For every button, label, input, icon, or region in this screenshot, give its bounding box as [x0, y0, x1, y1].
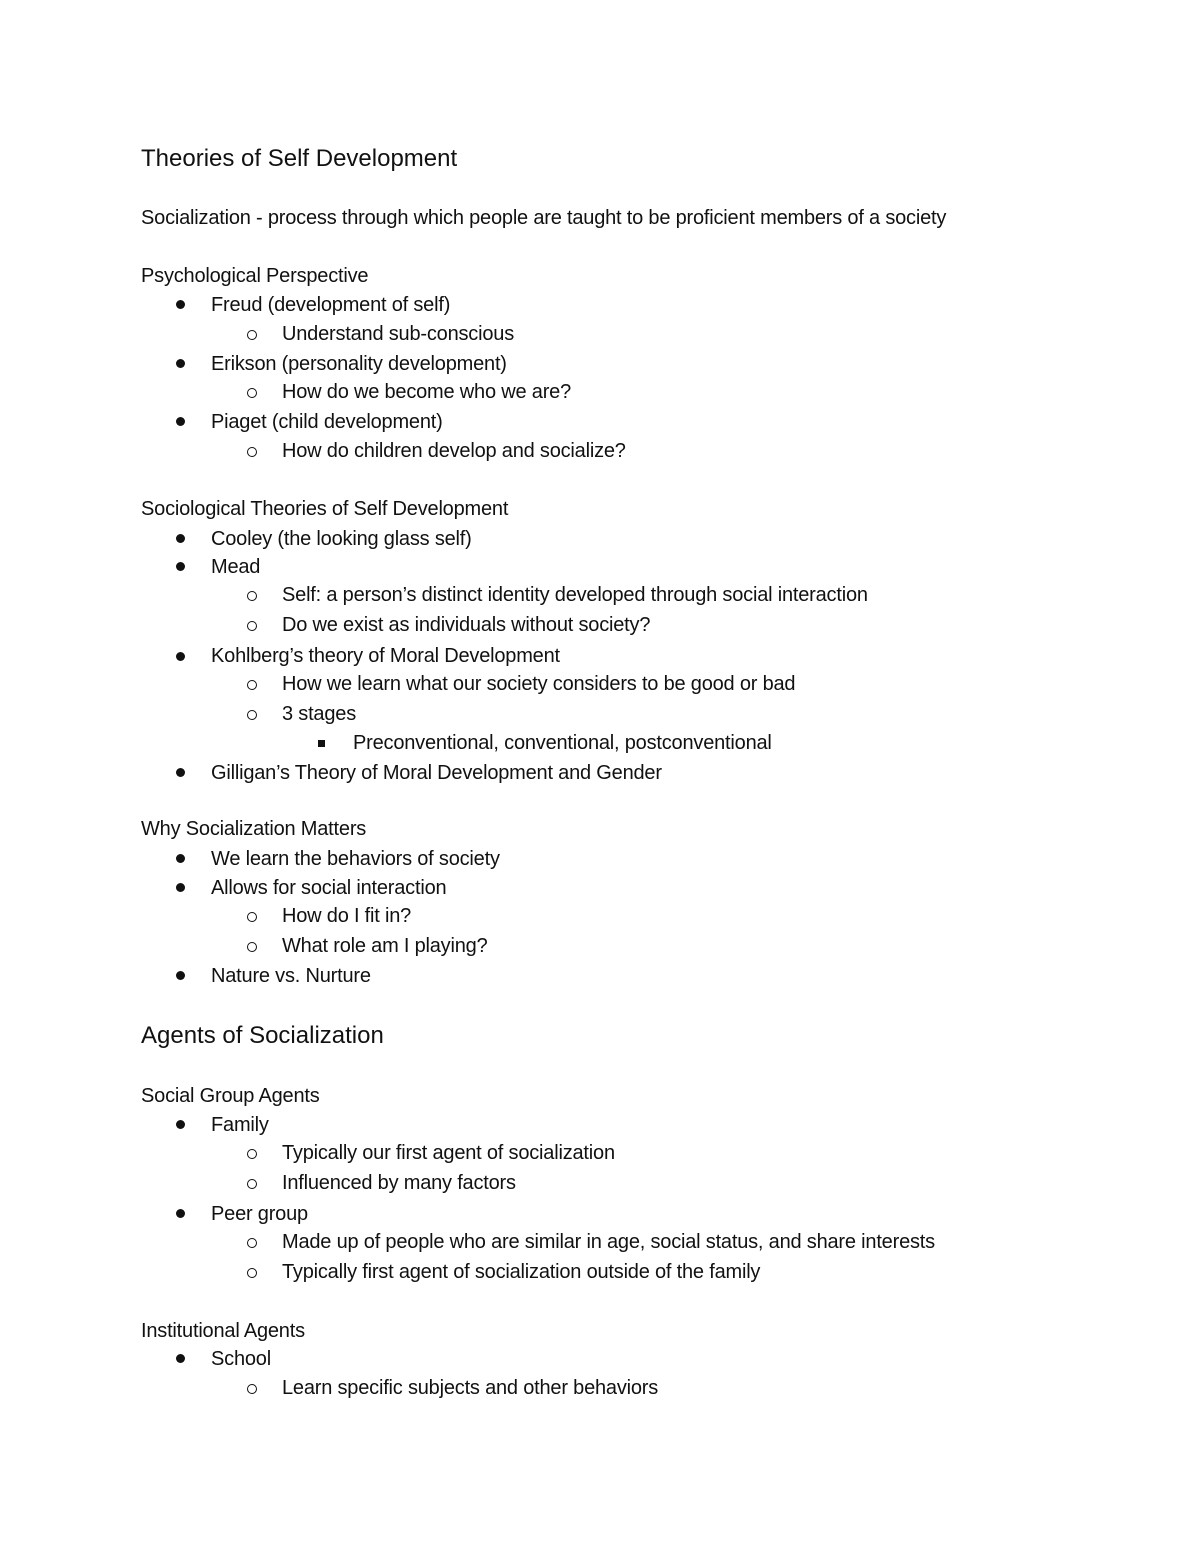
list-item: Cooley (the looking glass self) [211, 528, 472, 550]
bullet-dot [176, 562, 185, 571]
list-item: School [211, 1348, 271, 1370]
list-item: We learn the behaviors of society [211, 848, 500, 870]
section-heading-social-group: Social Group Agents [141, 1085, 320, 1107]
bullet-circle [247, 330, 257, 340]
bullet-circle [247, 680, 257, 690]
bullet-circle [247, 591, 257, 601]
list-item: Erikson (personality development) [211, 353, 507, 375]
bullet-circle [247, 1238, 257, 1248]
list-item: Gilligan’s Theory of Moral Development and Gender [211, 762, 662, 784]
page-title: Theories of Self Development [141, 145, 458, 172]
bullet-dot [176, 534, 185, 543]
list-subitem: 3 stages [282, 703, 357, 725]
list-item: Allows for social interaction [211, 877, 447, 899]
bullet-circle [247, 1384, 257, 1394]
list-item: Peer group [211, 1203, 308, 1225]
bullet-circle [247, 912, 257, 922]
bullet-dot [176, 883, 185, 892]
bullet-circle [247, 710, 257, 720]
bullet-circle [247, 1268, 257, 1278]
bullet-dot [176, 417, 185, 426]
list-subitem: How do we become who we are? [282, 381, 571, 403]
list-subitem: Do we exist as individuals without society? [282, 614, 651, 636]
list-subitem: How do children develop and socialize? [282, 440, 626, 462]
bullet-circle [247, 447, 257, 457]
section-title-agents: Agents of Socialization [141, 1022, 384, 1049]
section-heading-institutional: Institutional Agents [141, 1320, 305, 1342]
bullet-circle [247, 942, 257, 952]
list-item: Freud (development of self) [211, 294, 451, 316]
bullet-circle [247, 388, 257, 398]
list-item: Kohlberg’s theory of Moral Development [211, 645, 560, 667]
list-subitem: Learn specific subjects and other behaviors [282, 1377, 659, 1399]
list-subitem: Influenced by many factors [282, 1172, 516, 1194]
section-heading-why: Why Socialization Matters [141, 818, 367, 840]
bullet-dot [176, 359, 185, 368]
list-item: Piaget (child development) [211, 411, 443, 433]
list-subitem: How do I fit in? [282, 905, 412, 927]
bullet-dot [176, 1209, 185, 1218]
bullet-dot [176, 971, 185, 980]
list-subitem: Made up of people who are similar in age, social status, and share interests [282, 1231, 935, 1253]
bullet-dot [176, 1354, 185, 1363]
list-subitem: What role am I playing? [282, 935, 488, 957]
bullet-dot [176, 854, 185, 863]
list-item: Nature vs. Nurture [211, 965, 371, 987]
list-subitem: Typically our first agent of socialization [282, 1142, 615, 1164]
bullet-circle [247, 1149, 257, 1159]
bullet-dot [176, 300, 185, 309]
bullet-dot [176, 1120, 185, 1129]
list-subitem: Understand sub-conscious [282, 323, 514, 345]
bullet-circle [247, 621, 257, 631]
list-item: Family [211, 1114, 269, 1136]
list-subitem: How we learn what our society considers to be good or bad [282, 673, 796, 695]
list-subsubitem: Preconventional, conventional, postconventional [353, 732, 772, 754]
socialization-definition: Socialization - process through which people are taught to be proficient members of a society [141, 207, 947, 229]
bullet-dot [176, 652, 185, 661]
list-item: Mead [211, 556, 261, 578]
bullet-dot [176, 768, 185, 777]
list-subitem: Typically first agent of socialization outside of the family [282, 1261, 761, 1283]
bullet-square [318, 740, 325, 747]
list-subitem: Self: a person’s distinct identity developed through social interaction [282, 584, 868, 606]
section-heading-sociological: Sociological Theories of Self Development [141, 498, 509, 520]
bullet-circle [247, 1179, 257, 1189]
section-heading-psychological: Psychological Perspective [141, 265, 369, 287]
